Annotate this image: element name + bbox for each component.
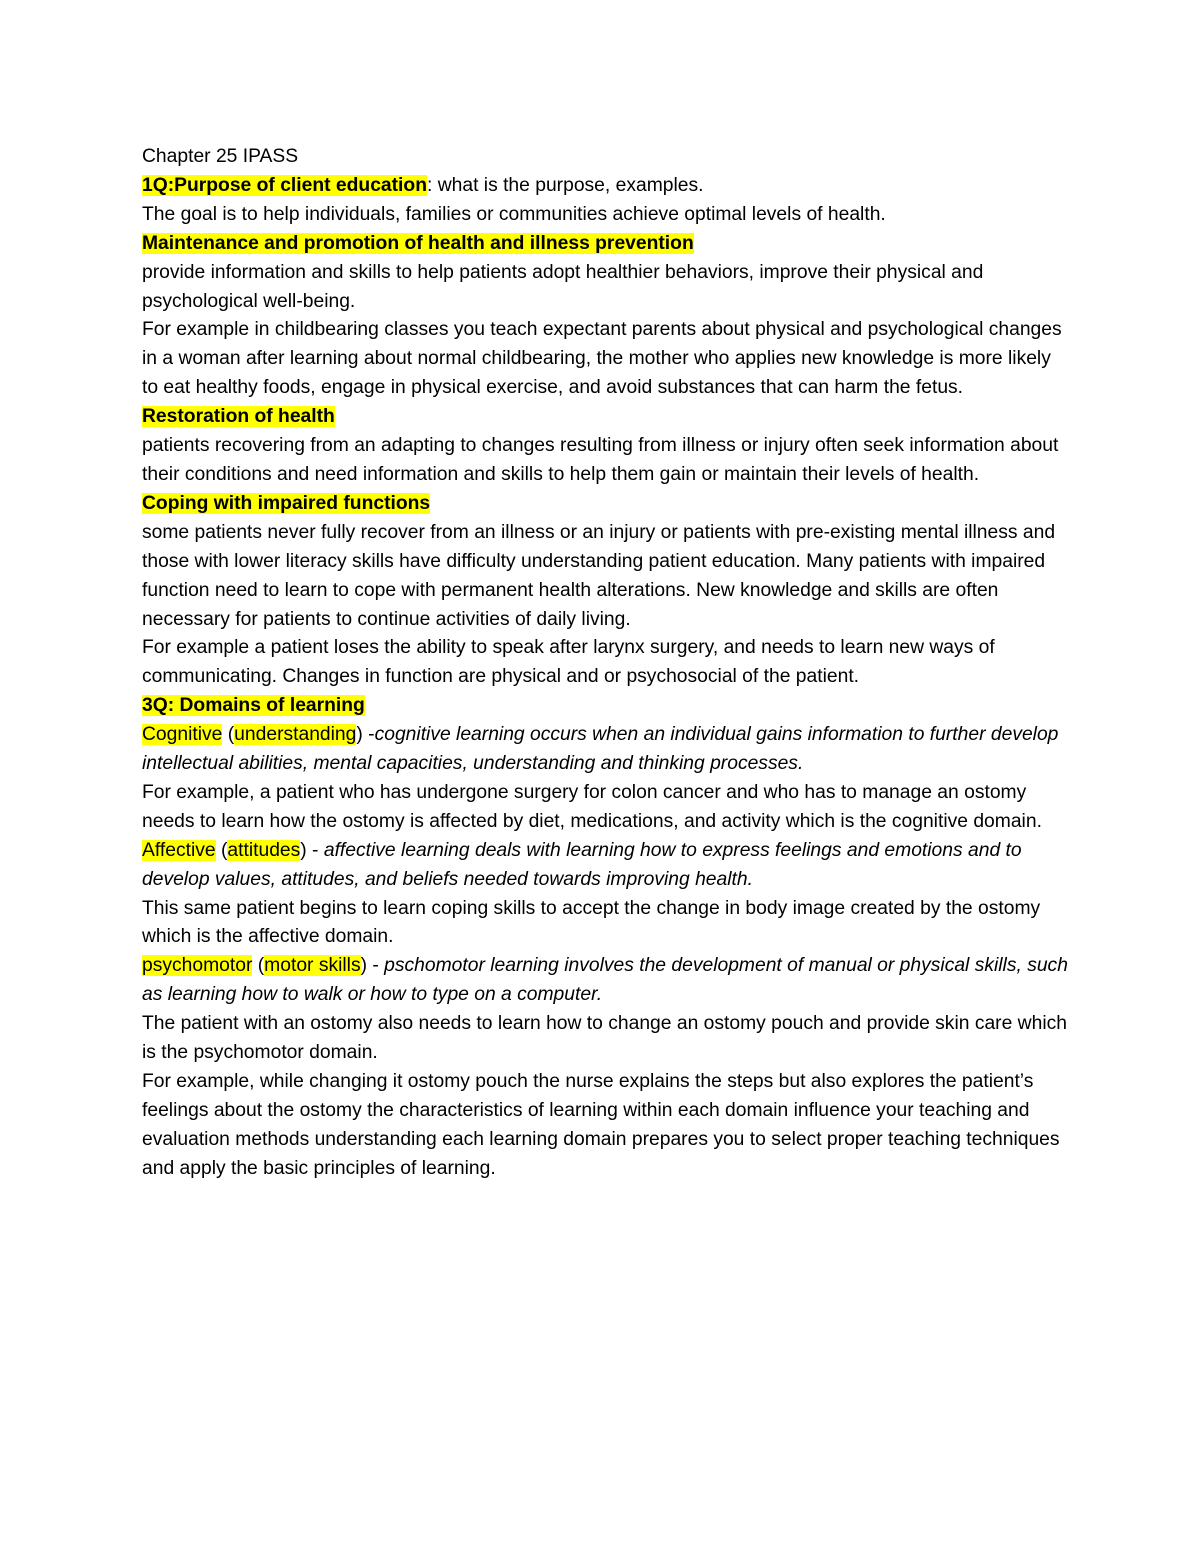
affective-paren-close: ) - — [300, 839, 324, 861]
cognitive-definition: cognitive learning occurs when an individual gains information to further develop intellectual abilities, mental capacities, understanding and thinking processes. — [142, 724, 1059, 775]
maintenance-heading-line — [142, 230, 1072, 259]
cognitive-paren-open: ( — [222, 724, 235, 746]
affective-alias: attitudes — [227, 839, 301, 861]
coping-body-2: For example a patient loses the ability to speak after larynx surgery, and needs to learn new ways of communicating. Changes in function are physical and or psychosocial of the patient. — [142, 637, 995, 688]
cognitive-paren-close: ) - — [356, 724, 375, 746]
maintenance-body-1: provide information and skills to help patients adopt healthier behaviors, improve their physical and psychological well-being. — [142, 261, 984, 312]
affective-example: This same patient begins to learn coping skills to accept the change in body image created by the ostomy which is the affective domain. — [142, 897, 1041, 948]
affective-paren-open: ( — [215, 839, 228, 861]
q1-heading: 1Q:Purpose of client education — [142, 174, 427, 196]
affective-definition-paragraph — [142, 837, 1072, 895]
psychomotor-paren-close: ) - — [360, 955, 385, 977]
coping-body-1: some patients never fully recover from an illness or an injury or patients with pre-existing mental illness and those with lower literacy skills have difficulty understanding patient education. Many patients with impaired function need to learn to cope with permanent health alterations. New knowledge and skills are often necessary for patients to continue activities of daily living. — [142, 521, 1056, 630]
cognitive-term: Cognitive — [142, 724, 223, 746]
document-page — [142, 143, 1072, 1184]
cognitive-example: For example, a patient who has undergone surgery for colon cancer and who has to manage an ostomy needs to learn how the ostomy is affected by diet, medications, and activity which is the cognitive domain. — [142, 781, 1042, 832]
maintenance-body-2: For example in childbearing classes you teach expectant parents about physical and psychological changes in a woman after learning about normal childbearing, the mother who applies new knowledge is more likely to eat healthy foods, engage in physical exercise, and avoid substances that can harm the fetus. — [142, 319, 1062, 399]
q1-goal: The goal is to help individuals, families or communities achieve optimal levels of health. — [142, 203, 886, 225]
psychomotor-term: psychomotor — [142, 955, 253, 977]
closing-paragraph: For example, while changing it ostomy pouch the nurse explains the steps but also explores the patient’s feelings about the ostomy the characteristics of learning within each domain influence your teaching and evaluation methods understanding each learning domain prepares you to select proper teaching techniques and apply the basic principles of learning. — [142, 1071, 1060, 1179]
affective-term: Affective — [142, 839, 216, 861]
q1-heading-rest: : what is the purpose, examples. — [426, 174, 704, 196]
q1-paragraph — [142, 172, 1072, 201]
document-title: Chapter 25 IPASS — [142, 146, 299, 167]
psychomotor-definition: pschomotor learning involves the development of manual or physical skills, such as learning how to walk or how to type on a computer. — [142, 955, 1068, 1006]
cognitive-alias: understanding — [234, 724, 357, 746]
q3-heading: 3Q: Domains of learning — [142, 695, 365, 717]
restoration-heading: Restoration of health — [142, 406, 335, 428]
coping-heading-line — [142, 490, 1072, 519]
q3-heading-line — [142, 692, 1072, 721]
restoration-heading-line — [142, 403, 1072, 432]
psychomotor-definition-paragraph — [142, 952, 1072, 1010]
psychomotor-paren-open: ( — [252, 955, 265, 977]
affective-definition: affective learning deals with learning how to express feelings and emotions and to develop values, attitudes, and beliefs needed towards improving health. — [142, 839, 1022, 890]
psychomotor-example: The patient with an ostomy also needs to learn how to change an ostomy pouch and provide skin care which is the psychomotor domain. — [142, 1013, 1067, 1064]
coping-heading: Coping with impaired functions — [142, 492, 431, 514]
restoration-body: patients recovering from an adapting to changes resulting from illness or injury often seek information about their conditions and need information and skills to help them gain or maintain their levels of health. — [142, 435, 1059, 485]
psychomotor-alias: motor skills — [264, 955, 361, 977]
maintenance-heading: Maintenance and promotion of health and illness prevention — [142, 232, 694, 254]
cognitive-definition-paragraph — [142, 721, 1072, 779]
